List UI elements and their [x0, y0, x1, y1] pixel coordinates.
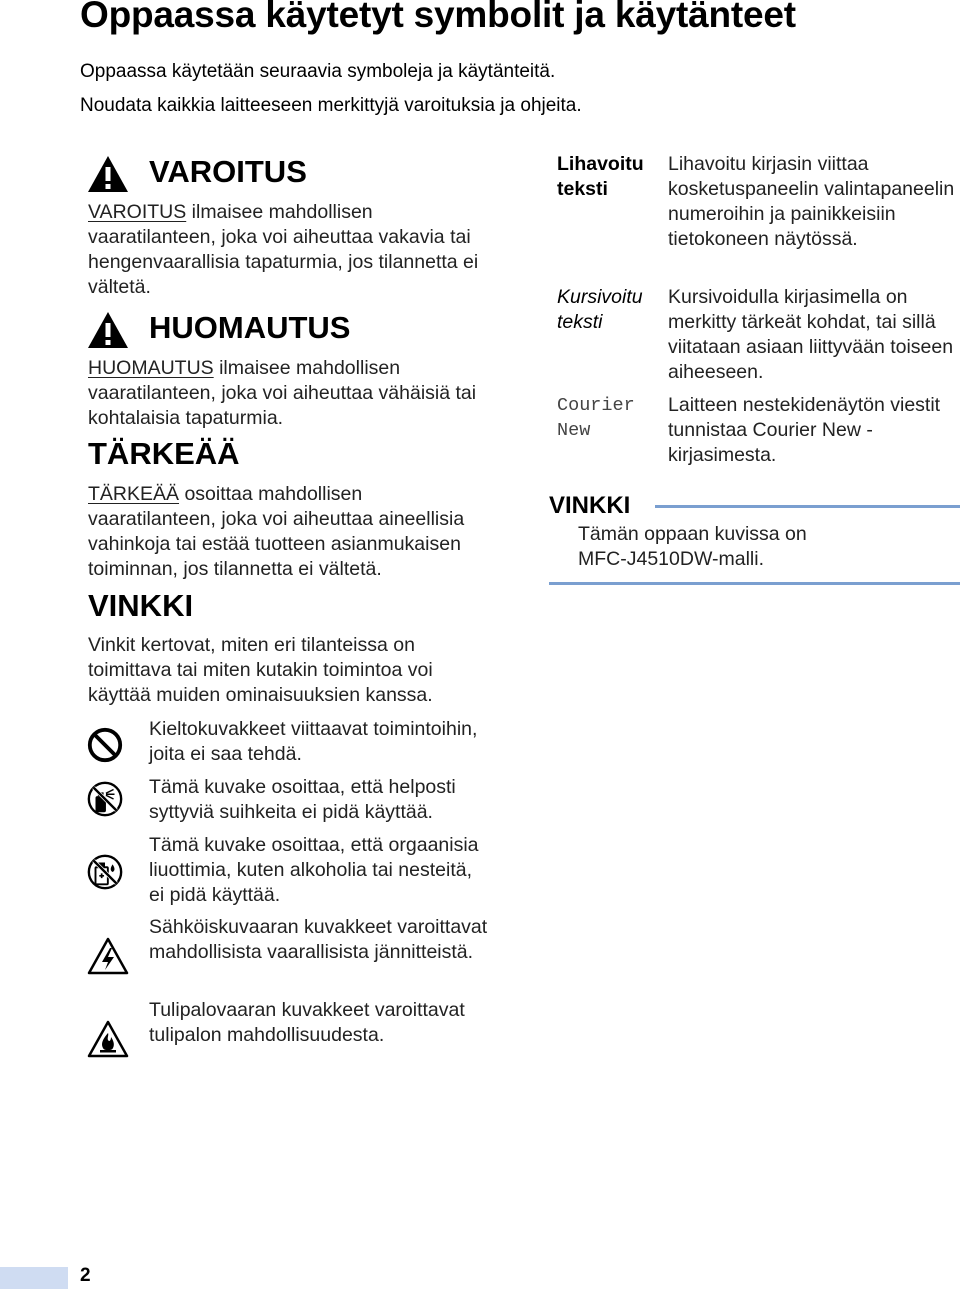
warning-heading: VAROITUS [149, 154, 307, 189]
important-term: TÄRKEÄÄ [88, 483, 180, 505]
warning-term: VAROITUS [88, 201, 187, 223]
convention-desc-bold: Lihavoitu kirjasin viittaa kosketuspaneelin valintapaneelin numeroihin ja painikkeisiin tietokoneen näytössä. [668, 153, 955, 250]
note-description: Vinkit kertovat, miten eri tilanteissa on toimittava tai miten kutakin toimintoa voi käyttää muiden ominaisuuksien kanssa. [88, 634, 433, 706]
note-heading: VINKKI [88, 588, 194, 623]
important-text: osoittaa mahdollisen vaaratilanteen, joka voi aiheuttaa aineellisia vahinkoja tai estää tuotteen asianmukaisen toiminnan, jos tilannetta ei vältetä. [88, 483, 465, 580]
right-note-heading: VINKKI [549, 492, 631, 519]
fire-hazard-icon [86, 1019, 130, 1059]
caution-term: HUOMAUTUS [88, 357, 214, 379]
icon-desc-no-solvent: Tämä kuvake osoittaa, että orgaanisia liuottimia, kuten alkoholia tai nesteitä, ei pidä käyttää. [149, 834, 479, 906]
icon-desc-prohibition: Kieltokuvakkeet viittaavat toimintoihin, joita ei saa tehdä. [149, 718, 478, 765]
caution-text: ilmaisee mahdollisen vaaratilanteen, joka voi aiheuttaa vähäisiä tai kohtalaisia tapaturmia. [88, 357, 477, 429]
icon-desc-electric-hazard: Sähköiskuvaaran kuvakkeet varoittavat mahdollisista vaarallisista jännitteistä. [149, 916, 488, 963]
caution-triangle-icon [86, 310, 130, 350]
no-spray-icon [86, 780, 124, 818]
convention-desc-italic: Kursivoidulla kirjasimella on merkitty tärkeät kohdat, tai sillä viitataan asiaan liittyvään toiseen aiheeseen. [668, 286, 954, 383]
warning-description [88, 200, 483, 300]
convention-term-italic: Kursivoitu teksti [557, 286, 643, 333]
page-number: 2 [80, 1265, 91, 1286]
convention-term-bold: Lihavoitu teksti [557, 153, 644, 200]
caution-heading: HUOMAUTUS [149, 310, 351, 345]
caution-description [88, 356, 488, 431]
important-description [88, 482, 488, 582]
warning-text: ilmaisee mahdollisen vaaratilanteen, joka voi aiheuttaa vakavia tai hengenvaarallisia tapaturmia, jos tilannetta ei vältetä. [88, 201, 479, 298]
page-title: Oppaassa käytetyt symbolit ja käytänteet [80, 0, 796, 35]
no-solvent-icon [86, 853, 124, 891]
convention-desc-mono: Laitteen nestekidenäytön viestit tunnistaa Courier New -kirjasimesta. [668, 394, 941, 466]
icon-desc-no-spray: Tämä kuvake osoittaa, että helposti syttyviä suihkeita ei pidä käyttää. [149, 776, 456, 823]
prohibition-icon [86, 726, 124, 764]
warning-triangle-icon [86, 154, 130, 194]
icon-desc-fire-hazard: Tulipalovaaran kuvakkeet varoittavat tulipalon mahdollisuudesta. [149, 999, 465, 1046]
right-note-bottom-rule [549, 582, 960, 585]
right-note-text: Tämän oppaan kuvissa on MFC-J4510DW-malli. [578, 523, 807, 570]
important-heading: TÄRKEÄÄ [88, 436, 240, 471]
intro-line-1: Oppaassa käytetään seuraavia symboleja ja käytänteitä. [80, 61, 556, 82]
intro-line-2: Noudata kaikkia laitteeseen merkittyjä varoituksia ja ohjeita. [80, 95, 582, 116]
electric-hazard-icon [86, 936, 130, 976]
right-note-top-rule [655, 505, 960, 508]
page-number-tab [0, 1267, 68, 1289]
convention-term-mono: Courier New [557, 395, 635, 441]
